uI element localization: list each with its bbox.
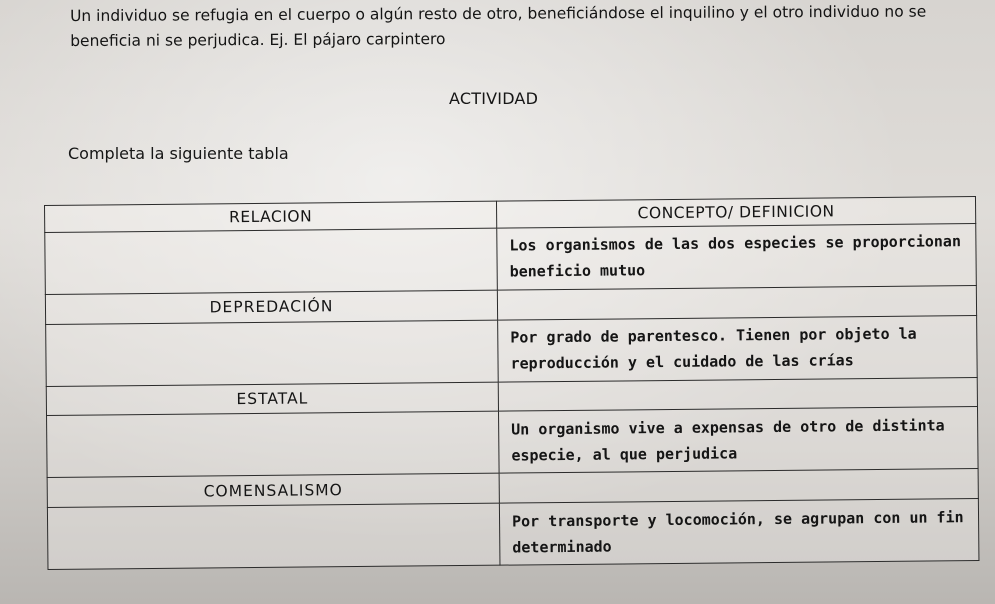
header-relacion: RELACION: [45, 201, 497, 232]
concepto-cell: Por transporte y locomoción, se agrupan con un fin determinado: [499, 499, 979, 565]
concepto-cell[interactable]: [499, 469, 978, 503]
relacion-cell[interactable]: [46, 320, 499, 386]
instruction-text: Completa la siguiente tabla: [68, 144, 289, 163]
table-row: [47, 499, 979, 570]
table-row: [45, 224, 977, 295]
concepto-cell: Por grado de parentesco. Tienen por objeto la reproducción y el cuidado de las crías: [498, 315, 978, 381]
relacion-cell[interactable]: [47, 503, 500, 569]
relations-table-container: [44, 196, 979, 570]
concepto-cell: Los organismos de las dos especies se proporcionan beneficio mutuo: [497, 224, 977, 290]
commensalism-description-paragraph: Un individuo se refugia en el cuerpo o algún resto de otro, beneficiándose el inquilino y el otro individuo no se beneficia ni se perjudica. Ej. El pájaro carpintero: [70, 2, 927, 50]
activity-heading: ACTIVIDAD: [449, 89, 539, 108]
concepto-cell: Un organismo vive a expensas de otro de distinta especie, al que perjudica: [499, 407, 979, 473]
header-concepto: CONCEPTO/ DEFINICION: [496, 197, 975, 229]
relacion-cell: ESTATAL: [46, 382, 498, 416]
relacion-cell: DEPREDACIÓN: [45, 290, 497, 324]
relacion-cell: COMENSALISMO: [47, 473, 499, 507]
table-row: [47, 407, 979, 478]
concepto-cell[interactable]: [498, 377, 977, 411]
relacion-cell[interactable]: [47, 412, 500, 478]
concepto-cell[interactable]: [497, 285, 976, 319]
table-row: [46, 315, 978, 386]
relations-table: [44, 196, 979, 570]
relacion-cell[interactable]: [45, 228, 498, 294]
